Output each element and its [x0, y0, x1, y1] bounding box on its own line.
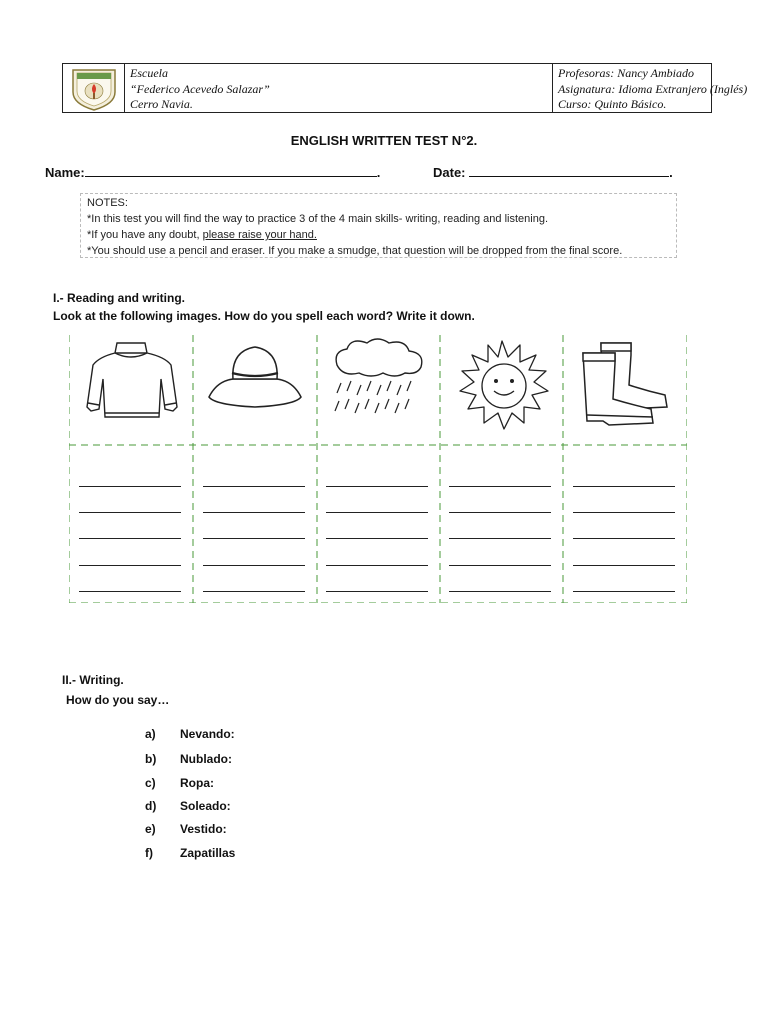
- date-field[interactable]: Date: .: [433, 165, 673, 180]
- date-blank[interactable]: [469, 166, 669, 177]
- question-b: b) Nublado:: [145, 752, 232, 766]
- cell-sweater: [79, 335, 184, 445]
- sun-icon: [450, 335, 555, 445]
- notes-line-2: *If you have any doubt, please raise your hand.: [87, 229, 317, 241]
- notes-heading: NOTES:: [87, 197, 128, 209]
- school-info: [125, 64, 553, 112]
- teacher-line-2: Asignatura: Idioma Extranjero (Inglés): [558, 81, 748, 96]
- rain-cloud-icon: [327, 335, 432, 445]
- question-d: d) Soleado:: [145, 799, 231, 813]
- school-crest-icon: [63, 64, 125, 112]
- school-logo: [63, 64, 125, 112]
- date-label: Date:: [433, 165, 466, 180]
- question-f: f) Zapatillas: [145, 846, 236, 860]
- header-table: [62, 63, 748, 113]
- notes-box: [80, 193, 677, 258]
- section-2: [62, 670, 169, 710]
- section-1-heading: I.- Reading and writing.: [53, 291, 185, 305]
- school-line-3: Cerro Navia.: [130, 97, 193, 111]
- section-2-instruction: How do you say…: [66, 693, 170, 707]
- cell-hat: [203, 335, 308, 445]
- notes-line-3: *You should use a pencil and eraser. If you make a smudge, that question will be dropped from the final score.: [87, 245, 623, 257]
- vocabulary-grid: [69, 335, 687, 603]
- question-c: c) Ropa:: [145, 776, 214, 790]
- question-a: a) Nevando:: [145, 727, 235, 741]
- teacher-line-3: Curso: Quinto Básico.: [558, 97, 667, 111]
- hat-icon: [203, 335, 308, 445]
- section-1-instruction: Look at the following images. How do you spell each word? Write it down.: [53, 309, 475, 323]
- question-e: e) Vestido:: [145, 822, 227, 836]
- name-blank[interactable]: [85, 166, 377, 177]
- notes-line-1: *In this test you will find the way to practice 3 of the 4 main skills- writing, reading and listening.: [87, 213, 549, 225]
- cell-rain: [327, 335, 432, 445]
- name-field[interactable]: Name: .: [45, 165, 381, 180]
- raise-hand-text: please raise your hand.: [202, 229, 317, 241]
- teacher-info: [553, 64, 748, 112]
- school-line-1: Escuela: [130, 66, 168, 80]
- school-line-2: “Federico Acevedo Salazar”: [130, 81, 270, 96]
- name-label: Name:: [45, 165, 85, 180]
- cell-sun: [450, 335, 555, 445]
- section-1: [53, 289, 475, 325]
- section-2-heading: II.- Writing.: [62, 673, 124, 687]
- sweater-icon: [79, 335, 184, 445]
- test-title: ENGLISH WRITTEN TEST N°2.: [290, 133, 478, 148]
- cell-boots: [573, 335, 678, 445]
- teacher-line-1: Profesoras: Nancy Ambiado: [558, 66, 694, 80]
- boots-icon: [573, 335, 678, 445]
